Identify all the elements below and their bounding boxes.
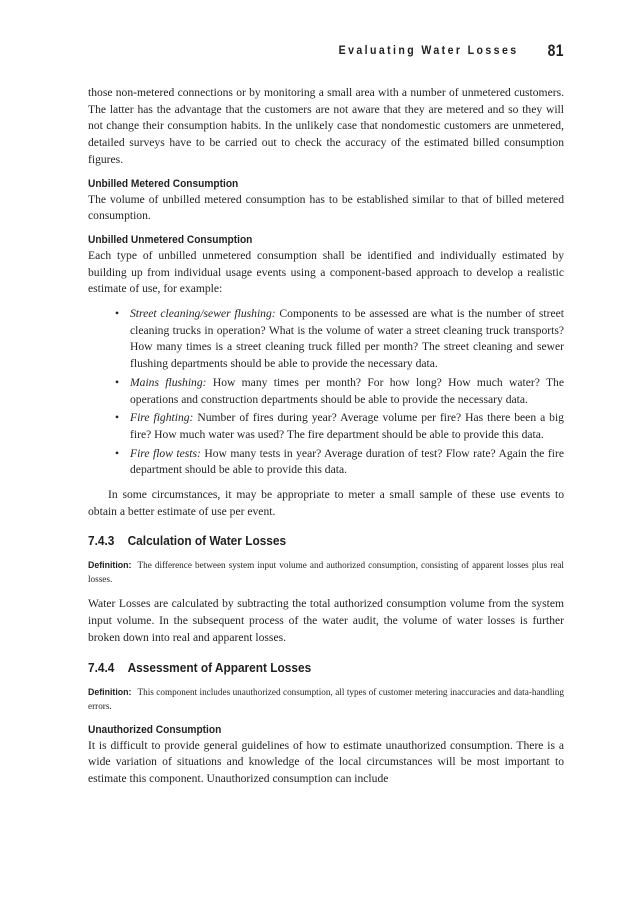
running-header (88, 41, 564, 64)
bullet-lead: Fire fighting: (130, 411, 194, 425)
section-title: Assessment of Apparent Losses (127, 659, 312, 675)
section-number: 7.4.3 (88, 533, 115, 549)
bullet-icon: • (115, 446, 120, 460)
bullet-item (115, 306, 564, 373)
bullet-item (115, 410, 564, 443)
bullet-item (115, 375, 564, 408)
bullet-text: How many times per month? For how long? How much water? The operations and construction departments should be able to provide the necessary data. (130, 375, 564, 406)
definition-label: Definition: (88, 560, 132, 571)
paragraph: In some circumstances, it may be appropriate to meter a small sample of these use events to obtain a better estimate of use per event. (88, 488, 564, 518)
definition-block (88, 685, 564, 713)
bullet-lead: Mains flushing: (130, 375, 207, 389)
body-text (88, 85, 564, 788)
paragraph: The volume of unbilled metered consumption has to be established similar to that of billed metered consumption. (88, 192, 564, 223)
bullet-lead: Street cleaning/sewer flushing: (130, 307, 276, 321)
bullet-lead: Fire flow tests: (130, 446, 201, 460)
definition-block (88, 558, 564, 586)
bullet-item (115, 446, 564, 479)
section-number: 7.4.4 (88, 659, 115, 675)
section-heading-7-4-4 (88, 659, 516, 677)
definition-text: This component includes unauthorized consumption, all types of customer metering inaccuracies and data-handling errors. (88, 686, 564, 711)
bullet-icon: • (115, 375, 120, 389)
subheading-unbilled-metered: Unbilled Metered Consumption (88, 177, 239, 190)
definition-label: Definition: (88, 686, 132, 697)
document-page (88, 0, 564, 900)
bullet-text: Components to be assessed are what is the number of street cleaning trucks in operation? What is the volume of water a street cleaning truck transports? How many times is a street cleaning truck filled per month? The street cleaning and sewer flushing departments should be able to provide the necessary data. (130, 307, 564, 371)
definition-text: The difference between system input volume and authorized consumption, consisting of apparent losses plus real losses. (88, 560, 564, 585)
page-number: 81 (547, 41, 564, 60)
subheading-unbilled-unmetered: Unbilled Unmetered Consumption (88, 233, 253, 246)
bullet-list (88, 306, 564, 479)
bullet-text: Number of fires during year? Average volume per fire? Has there been a big fire? How much water was used? The fire department should be able to provide this data. (130, 411, 564, 441)
running-head-title: Evaluating Water Losses (338, 45, 518, 57)
paragraph: Water Losses are calculated by subtracting the total authorized consumption volume from the system input volume. In the subsequent process of the water audit, the volume of water losses is further broken down into real and apparent losses. (88, 597, 564, 644)
bullet-icon: • (115, 307, 120, 321)
paragraph: those non-metered connections or by monitoring a small area with a number of unmetered customers. The latter has the advantage that the customers are not aware that they are metered and so they will not change their consumption habits. In the unlikely case that nondomestic customers are unmetered, detailed surveys have to be carried out to check the accuracy of the estimated billed consumption figures. (88, 86, 564, 166)
paragraph: Each type of unbilled unmetered consumption shall be identified and individually estimated by building up from individual usage events using a component-based approach to develop a realistic estimate of use, for example: (88, 248, 564, 296)
bullet-icon: • (115, 411, 120, 425)
bullet-text: How many tests in year? Average duration of test? Flow rate? Again the fire department should be able to provide this data. (130, 446, 564, 477)
paragraph: It is difficult to provide general guidelines of how to estimate unauthorized consumption. There is a wide variation of situations and knowledge of the local circumstances will be most important to estimate this component. Unauthorized consumption can include (88, 738, 564, 785)
section-title: Calculation of Water Losses (127, 533, 287, 549)
section-heading-7-4-3 (88, 532, 516, 550)
subheading-unauthorized-consumption: Unauthorized Consumption (88, 723, 222, 736)
